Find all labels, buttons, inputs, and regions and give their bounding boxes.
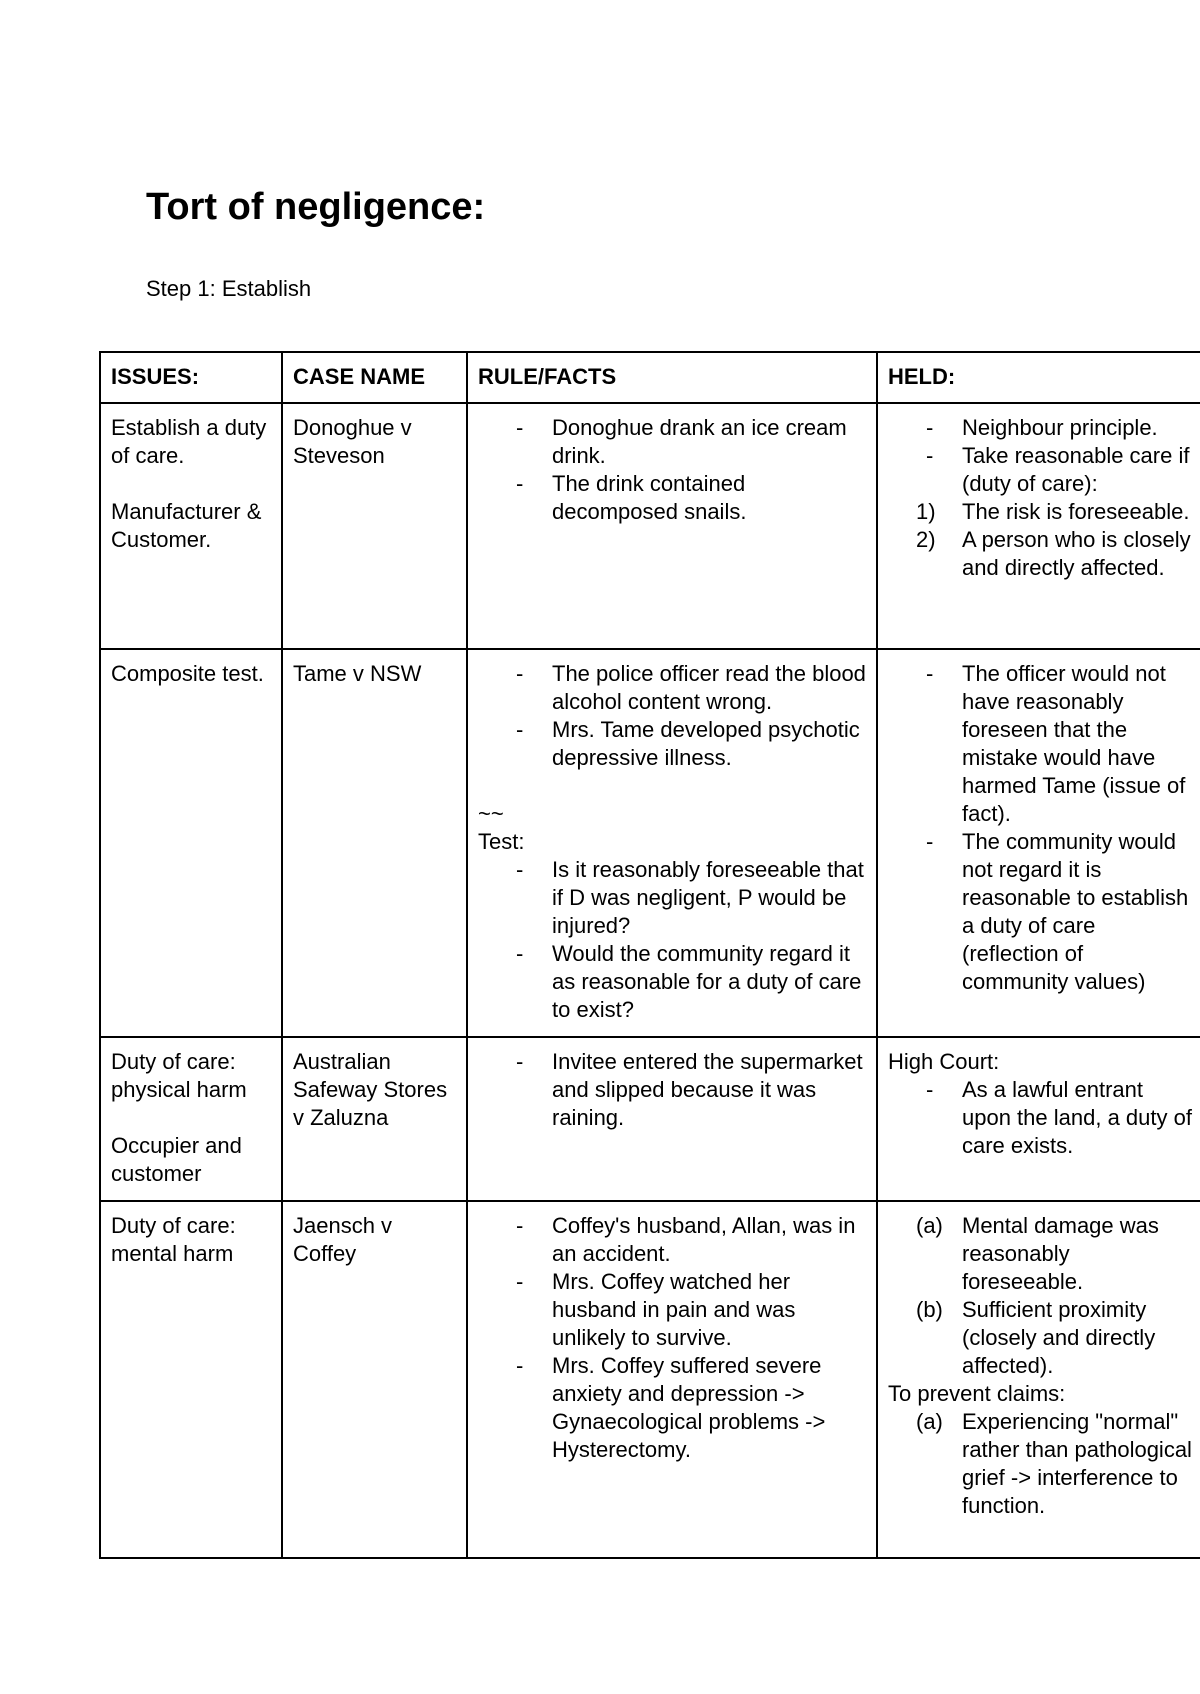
dash-marker: - [516,415,524,440]
list-item [478,1352,870,1464]
table-row [100,1037,1200,1201]
list-item-text: Experiencing "normal" rather than pathological grief -> interference to function. [962,1409,1192,1518]
held-lettered-list [888,1212,1194,1380]
held-label: High Court: [888,1049,1000,1074]
facts-list [478,414,870,526]
held-cell [877,403,1200,649]
header-case-name: CASE NAME [282,352,467,403]
held-list [888,660,1194,996]
list-item-text: Is it reasonably foreseeable that if D was negligent, P would be injured? [552,857,864,938]
dash-marker: - [926,829,934,854]
list-item-text: The drink contained decomposed snails. [552,471,747,524]
dash-marker: - [516,857,524,882]
list-item-text: The risk is foreseeable. [962,499,1190,524]
number-marker: 2) [916,527,936,552]
issue-cell [100,1037,282,1201]
list-item [478,470,870,526]
dash-marker: - [516,471,524,496]
table-row [100,403,1200,649]
test-label: Test: [478,829,525,854]
list-item [478,856,870,940]
list-item [888,1296,1194,1380]
issue-text: Manufacturer & Customer. [111,499,262,552]
list-item-text: Mrs. Coffey suffered severe anxiety and depression -> Gynaecological problems -> Hysterectomy. [552,1353,826,1462]
list-item-text: A person who is closely and directly affected. [962,527,1191,580]
list-item [888,442,1194,498]
case-name: Tame v NSW [293,661,422,686]
list-item [888,526,1194,582]
negligence-table [99,351,1200,1559]
list-item-text: As a lawful entrant upon the land, a duty of care exists. [962,1077,1192,1158]
letter-marker: (b) [916,1297,943,1322]
list-item-text: Invitee entered the supermarket and slipped because it was raining. [552,1049,863,1130]
table-row [100,1201,1200,1558]
case-name-cell [282,1201,467,1558]
issue-text: Duty of care: mental harm [111,1213,236,1266]
list-item-text: Sufficient proximity (closely and directly affected). [962,1297,1156,1378]
dash-marker: - [516,941,524,966]
held-lettered-list [888,1408,1194,1520]
table-header-row [100,352,1200,403]
list-item [478,414,870,470]
list-item-text: The community would not regard it is reasonable to establish a duty of care (reflection of community values) [962,829,1189,994]
table-row [100,649,1200,1037]
list-item [888,1076,1194,1160]
issue-text: Establish a duty of care. [111,415,267,468]
list-item-text: Mental damage was reasonably foreseeable. [962,1213,1159,1294]
list-item-text: Coffey's husband, Allan, was in an accident. [552,1213,856,1266]
facts-cell [467,1037,877,1201]
facts-cell [467,403,877,649]
list-item [478,716,870,772]
case-name: Jaensch v Coffey [293,1213,393,1266]
dash-marker: - [516,661,524,686]
facts-cell [467,649,877,1037]
held-label: To prevent claims: [888,1381,1066,1406]
spacer [478,772,870,800]
list-item-text: Neighbour principle. [962,415,1158,440]
list-item-text: Take reasonable care if (duty of care): [962,443,1190,496]
list-item [478,940,870,1024]
list-item [888,1408,1194,1520]
facts-cell [467,1201,877,1558]
dash-marker: - [926,1077,934,1102]
list-item [888,498,1194,526]
list-item [478,1268,870,1352]
held-list [888,1076,1194,1160]
held-list [888,414,1194,498]
issue-text: Duty of care: physical harm [111,1049,247,1102]
list-item-text: Mrs. Tame developed psychotic depressive illness. [552,717,860,770]
test-list [478,856,870,1024]
letter-marker: (a) [916,1213,943,1238]
held-cell [877,649,1200,1037]
letter-marker: (a) [916,1409,943,1434]
header-issues: ISSUES: [100,352,282,403]
list-item [888,660,1194,828]
list-item [478,1048,870,1132]
issue-text: Occupier and customer [111,1133,242,1186]
number-marker: 1) [916,499,936,524]
list-item-text: The police officer read the blood alcohol content wrong. [552,661,866,714]
list-item [478,1212,870,1268]
case-name-cell [282,403,467,649]
issue-cell [100,649,282,1037]
list-item-text: Donoghue drank an ice cream drink. [552,415,847,468]
facts-list [478,1048,870,1132]
issue-cell [100,403,282,649]
dash-marker: - [516,1353,524,1378]
document-subtitle: Step 1: Establish [146,276,312,301]
dash-marker: - [926,443,934,468]
held-numbered-list [888,498,1194,582]
case-name-cell [282,1037,467,1201]
issue-cell [100,1201,282,1558]
list-item-text: Would the community regard it as reasonable for a duty of care to exist? [552,941,862,1022]
header-held: HELD: [877,352,1200,403]
dash-marker: - [516,1049,524,1074]
list-item [888,414,1194,442]
held-cell [877,1201,1200,1558]
separator-text: ~~ [478,801,504,826]
issue-text: Composite test. [111,661,264,686]
header-rule-facts: RULE/FACTS [467,352,877,403]
list-item [888,1212,1194,1296]
dash-marker: - [926,661,934,686]
document-title: Tort of negligence: [146,186,486,228]
dash-marker: - [926,415,934,440]
list-item [478,660,870,716]
list-item-text: The officer would not have reasonably foreseen that the mistake would have harmed Tame (issue of fact). [962,661,1186,826]
dash-marker: - [516,1269,524,1294]
dash-marker: - [516,717,524,742]
case-name-cell [282,649,467,1037]
case-name: Donoghue v Steveson [293,415,412,468]
case-name: Australian Safeway Stores v Zaluzna [293,1049,448,1130]
held-cell [877,1037,1200,1201]
facts-list [478,1212,870,1464]
dash-marker: - [516,1213,524,1238]
list-item-text: Mrs. Coffey watched her husband in pain and was unlikely to survive. [552,1269,796,1350]
facts-list [478,660,870,772]
list-item [888,828,1194,996]
